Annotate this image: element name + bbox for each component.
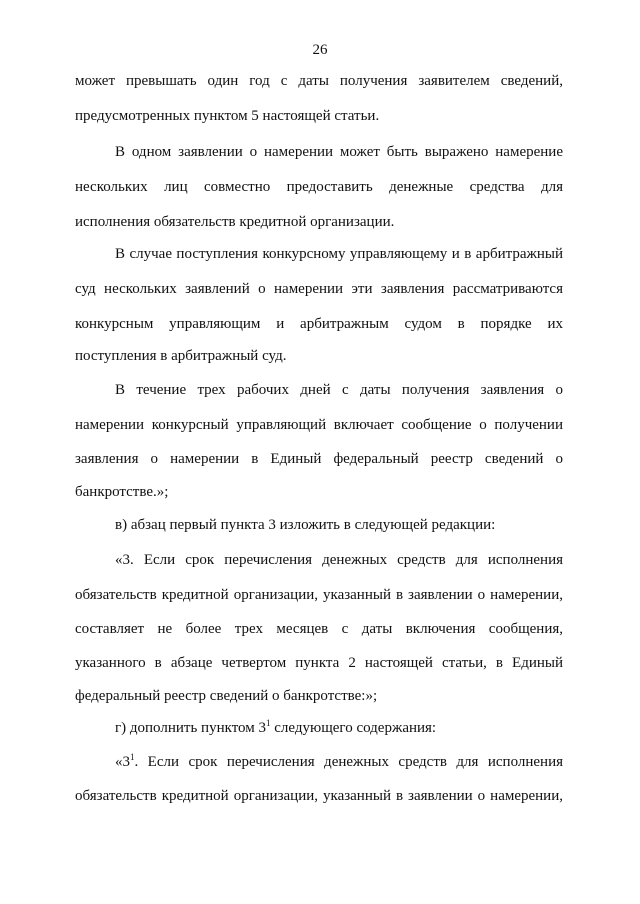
text-segment: «3 (115, 754, 130, 770)
text-line: исполнения обязательств кредитной организации. (75, 214, 395, 230)
paragraph-start-line: «3. Если срок перечисления денежных средств для исполнения (115, 552, 563, 568)
paragraph-start-line (115, 752, 563, 772)
text-line: суд нескольких заявлений о намерении эти заявления рассматриваются (75, 281, 563, 297)
paragraph-start-line: В одном заявлении о намерении может быть выражено намерение (115, 144, 563, 160)
text-line: федеральный реестр сведений о банкротстве:»; (75, 688, 378, 704)
text-line: банкротстве.»; (75, 484, 169, 500)
superscript: 1 (266, 718, 271, 728)
text-line: обязательств кредитной организации, указанный в заявлении о намерении, (75, 587, 563, 603)
text-line: составляет не более трех месяцев с даты включения сообщения, (75, 621, 563, 637)
text-line: указанного в абзаце четвертом пункта 2 настоящей статьи, в Единый (75, 655, 563, 671)
text-segment: следующего содержания: (270, 720, 437, 736)
text-line: обязательств кредитной организации, указанный в заявлении о намерении, (75, 788, 563, 804)
text-line: предусмотренных пунктом 5 настоящей статьи. (75, 108, 380, 124)
paragraph-start-line: В течение трех рабочих дней с даты получения заявления о (115, 382, 563, 398)
text-segment: г) дополнить пунктом 3 (115, 720, 267, 736)
text-segment: . Если срок перечисления денежных средств для исполнения (134, 754, 563, 770)
paragraph-start-line (115, 718, 563, 738)
superscript: 1 (130, 752, 135, 762)
paragraph-start-line: в) абзац первый пункта 3 изложить в следующей редакции: (115, 517, 496, 533)
text-line: конкурсным управляющим и арбитражным судом в порядке их (75, 316, 563, 332)
page-number: 26 (312, 42, 328, 58)
text-line: заявления о намерении в Единый федеральный реестр сведений о (75, 451, 563, 467)
paragraph-start-line: В случае поступления конкурсному управляющему и в арбитражный (115, 246, 563, 262)
text-line: поступления в арбитражный суд. (75, 348, 287, 364)
text-line: намерении конкурсный управляющий включает сообщение о получении (75, 417, 563, 433)
text-line: может превышать один год с даты получения заявителем сведений, (75, 73, 563, 89)
text-line: нескольких лиц совместно предоставить денежные средства для (75, 179, 563, 195)
